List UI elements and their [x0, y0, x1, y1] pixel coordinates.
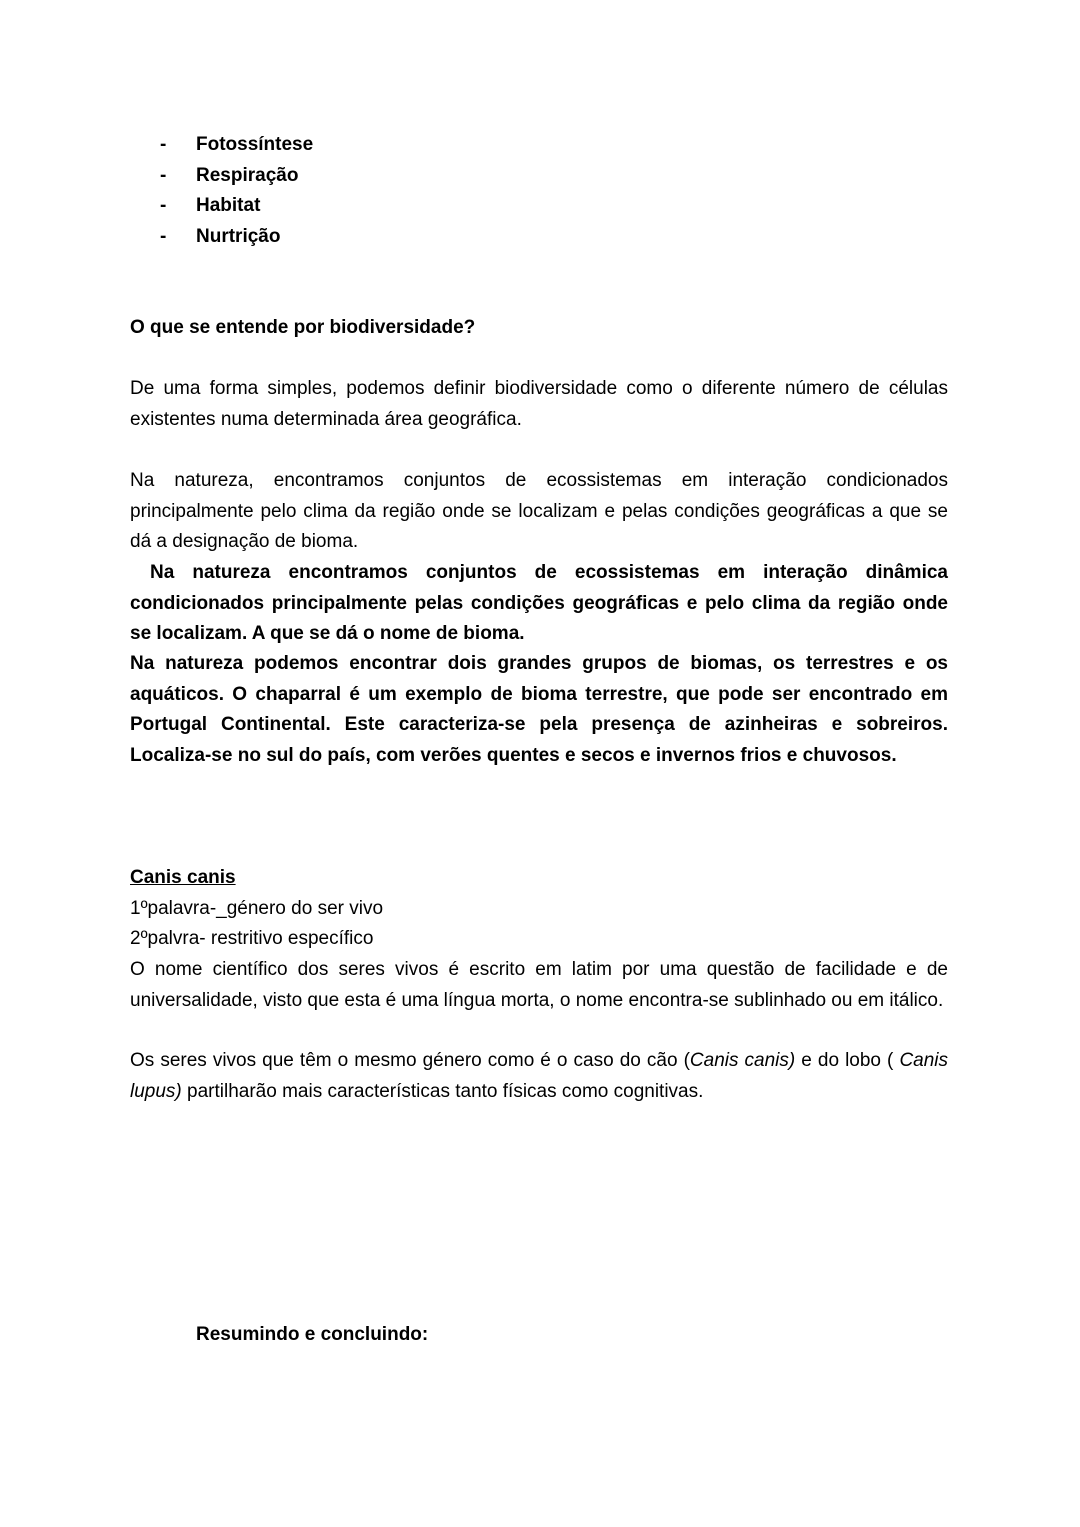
- canis-heading: Canis canis: [130, 867, 236, 888]
- natureza-bold-paragraph: Na natureza encontramos conjuntos de ecossistemas em interação dinâmica condicionados principalmente pelas condições geográficas e pelo clima da região onde se localizam. A que se dá o nome de bioma.: [130, 562, 948, 645]
- list-item: - Nurtrição: [160, 222, 313, 253]
- list-item: - Fotossíntese: [160, 130, 313, 161]
- canis-line-1: 1ºpalavra-_género do ser vivo: [130, 898, 384, 919]
- question-heading: O que se entende por biodiversidade?: [130, 317, 476, 338]
- genus-paragraph: Os seres vivos que têm o mesmo género como é o caso do cão (Canis canis) e do lobo ( Canis lupus) partilharão mais características tanto físicas como cognitivas.: [130, 1050, 949, 1102]
- biomas-paragraph: Na natureza podemos encontrar dois grandes grupos de biomas, os terrestres e os aquáticos. O chaparral é um exemplo de bioma terrestre, que pode ser encontrado em Portugal Continental. Este caracteriza-se pela presença de azinheiras e sobreiros. Localiza-se no sul do país, com verões quentes e secos e invernos frios e chuvosos.: [130, 653, 948, 766]
- species-name: Canis canis): [689, 1050, 796, 1071]
- dash-bullet-icon: -: [160, 134, 167, 155]
- scientific-name-paragraph: O nome científico dos seres vivos é escrito em latim por uma questão de facilidade e de universalidade, visto que esta é uma língua morta, o nome encontra-se sublinhado ou em itálico.: [130, 959, 948, 1011]
- summary-heading: Resumindo e concluindo:: [196, 1324, 429, 1345]
- dash-bullet-icon: -: [160, 195, 167, 217]
- natureza-paragraph: Na natureza, encontramos conjuntos de ecossistemas em interação condicionados principalmente pelo clima da região onde se localizam e pelas condições geográficas a que se dá a designação de bioma.: [130, 470, 948, 553]
- dash-bullet-icon: -: [160, 164, 167, 186]
- definition-paragraph: De uma forma simples, podemos definir biodiversidade como o diferente número de células existentes numa determinada área geográfica.: [130, 378, 948, 430]
- dash-bullet-icon: -: [160, 225, 167, 247]
- canis-line-2: 2ºpalvra- restritivo específico: [130, 928, 374, 949]
- keyword-list: [160, 130, 313, 252]
- list-item: - Habitat: [160, 191, 313, 222]
- list-item: - Respiração: [160, 161, 313, 192]
- species-name: Canis lupus): [130, 1050, 949, 1102]
